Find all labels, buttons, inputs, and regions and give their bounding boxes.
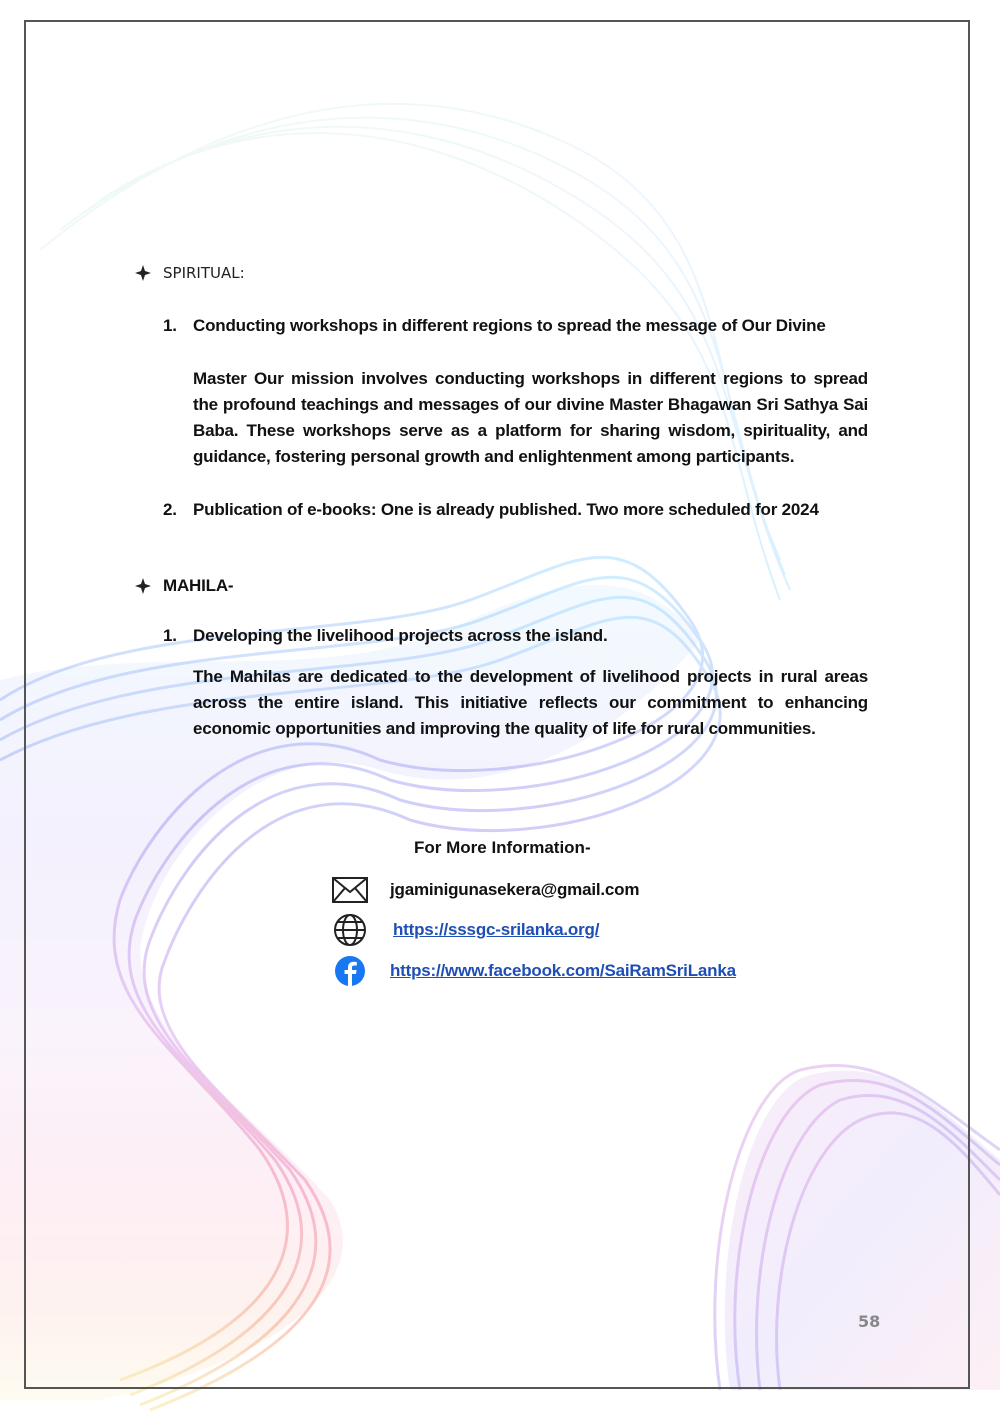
bullet-diamond-icon: [135, 578, 151, 594]
list-item-body: The Mahilas are dedicated to the development of livelihood projects in rural areas across the entire island. This initiative reflects our commitment to enhancing economic opportunities and improving the quality of life for rural communities.: [193, 667, 868, 738]
list-item-title-text: Publication of e-books: One is already published. Two more scheduled for 2024: [193, 500, 819, 519]
section-heading-mahila: [135, 576, 233, 596]
contact-facebook-row: [330, 955, 736, 987]
globe-icon: [330, 914, 370, 946]
page-number: 58: [858, 1312, 881, 1331]
list-item-title: [163, 626, 608, 646]
contact-facebook-link[interactable]: https://www.facebook.com/SaiRamSriLanka: [390, 961, 736, 980]
list-item-number: 1.: [163, 316, 177, 335]
envelope-icon: [330, 874, 370, 906]
list-item-number: 2.: [163, 500, 177, 519]
list-item-title-text: Developing the livelihood projects across the island.: [193, 626, 608, 645]
section-heading-spiritual: [135, 264, 245, 282]
section-heading-label: SPIRITUAL:: [163, 264, 245, 282]
contact-website-link[interactable]: https://sssgc-srilanka.org/: [393, 920, 600, 939]
contact-email[interactable]: jgaminigunasekera@gmail.com: [390, 880, 640, 899]
list-item-title-text: Conducting workshops in different regions to spread the message of Our Divine: [193, 316, 826, 335]
list-item-title: [163, 316, 826, 336]
contact-website-row: [330, 914, 599, 946]
list-item-title: [163, 500, 819, 520]
contact-email-row: [330, 874, 639, 906]
section-heading-label: MAHILA-: [163, 576, 234, 595]
bullet-diamond-icon: [135, 265, 151, 281]
contact-title: For More Information-: [414, 838, 591, 857]
list-item-number: 1.: [163, 626, 177, 645]
list-item-body: Master Our mission involves conducting workshops in different regions to spread the profound teachings and messages of our divine Master Bhagawan Sri Sathya Sai Baba. These workshops serve as a platform for sharing wisdom, spirituality, and guidance, fostering personal growth and enlightenment among participants.: [193, 369, 868, 466]
facebook-icon: [330, 955, 370, 987]
